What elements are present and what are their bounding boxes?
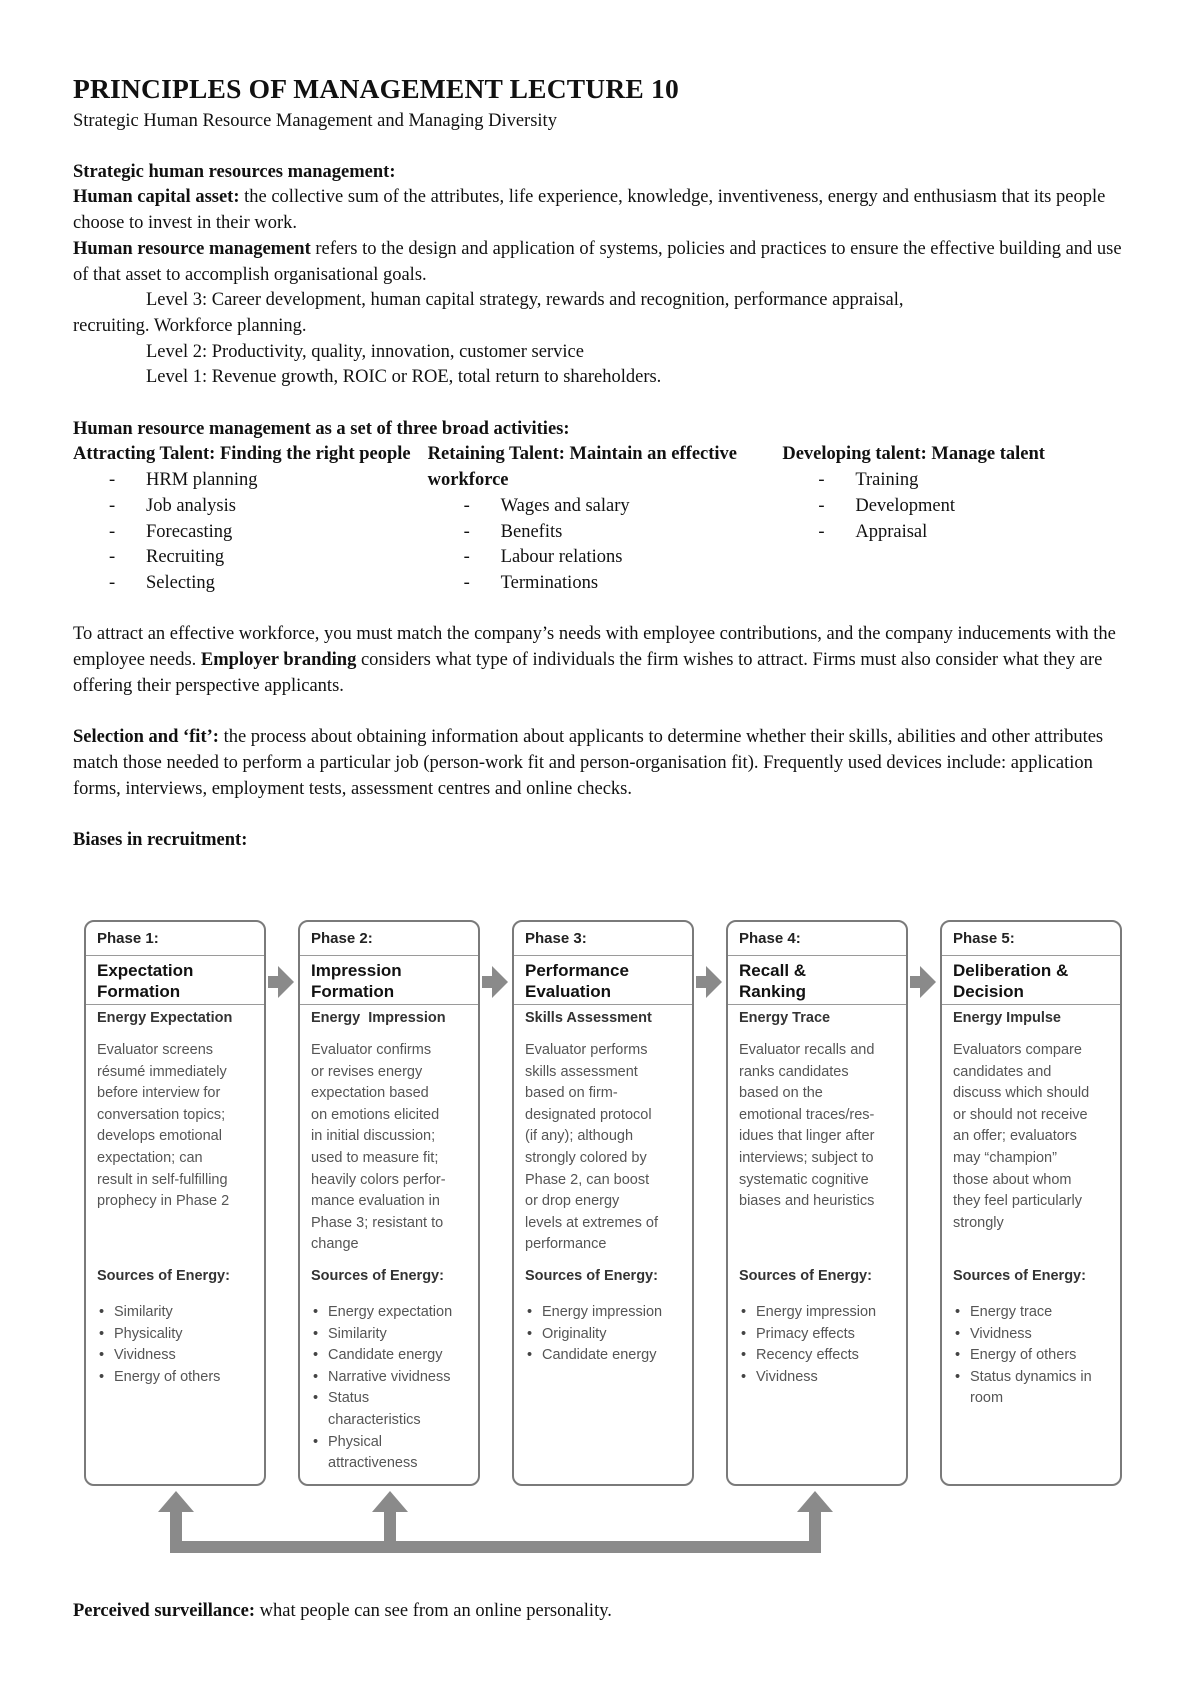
feedback-loop [158, 1491, 833, 1553]
human-capital-asset-definition [73, 185, 1137, 236]
feedback-head-2 [372, 1491, 408, 1512]
arrow-shaft-3-4 [696, 976, 706, 988]
phase-name-line: Formation [311, 982, 395, 1001]
desc-line: Phase 2, can boost [525, 1171, 650, 1188]
source-item: • Vividness [97, 1345, 262, 1367]
desc-line: mance evaluation in [311, 1193, 440, 1210]
phase-description [311, 1040, 476, 1256]
source-item: • Originality [525, 1324, 690, 1346]
level-1-line: Level 1: Revenue growth, ROIC or ROE, total return to shareholders. [146, 367, 662, 388]
desc-line: Evaluator confirms [311, 1042, 432, 1058]
desc-line: an offer; evaluators [953, 1128, 1077, 1145]
phase-box-2 [298, 920, 480, 1486]
phase-name [525, 960, 690, 1002]
selection-paragraph [73, 725, 1137, 802]
desc-line: on emotions elicited [311, 1106, 440, 1123]
source-item: • Similarity [311, 1324, 476, 1346]
desc-line: result in self-fulfilling [97, 1171, 228, 1188]
source-item: • Status dynamics in room [953, 1367, 1110, 1410]
selection-term: Selection and ‘fit’: [73, 727, 219, 748]
desc-line: performance [525, 1236, 607, 1253]
sources-list [311, 1302, 476, 1475]
desc-line: or drop energy [525, 1193, 620, 1210]
desc-line: Evaluators compare [953, 1042, 1082, 1058]
list-item: - Recruiting [73, 545, 428, 571]
phase-label: Phase 3: [525, 930, 587, 947]
arrow-shaft-1-2 [268, 976, 278, 988]
source-item: • Energy impression [525, 1302, 690, 1324]
desc-line: strongly [953, 1214, 1004, 1231]
activity-heading: Developing talent: Manage talent [782, 444, 1045, 465]
sources-list [739, 1302, 904, 1388]
phase-subheading: Energy Impulse [953, 1010, 1061, 1026]
phase-name-line: Ranking [739, 982, 807, 1001]
source-item: • Vividness [739, 1367, 904, 1389]
page-subtitle: Strategic Human Resource Management and Managing Diversity [73, 111, 557, 131]
arrow-shaft-2-3 [482, 976, 492, 988]
source-item: • Status characteristics [311, 1388, 448, 1431]
desc-line: skills assessment [525, 1063, 638, 1080]
arrow-shaft-4-5 [910, 976, 920, 988]
list-item: - Selecting [73, 571, 428, 597]
activity-column-retaining [428, 442, 783, 596]
hrm-text: refers to the design and application of systems, policies and practices to ensure the effective building and use of that asset to accomplish organisational goals. [73, 238, 1122, 285]
shrm-heading-text: Strategic human resources management: [73, 161, 396, 182]
list-item: - Appraisal [782, 520, 1137, 546]
phase-description [97, 1040, 262, 1213]
desc-line: emotional traces/res- [739, 1106, 875, 1123]
source-item: • Candidate energy [311, 1345, 476, 1367]
source-item: • Recency effects [739, 1345, 904, 1367]
phase-box-3 [512, 920, 694, 1486]
sources-label: Sources of Energy: [953, 1268, 1086, 1284]
source-item: • Energy expectation [311, 1302, 476, 1324]
desc-line: Evaluator screens [97, 1042, 214, 1058]
phase-label: Phase 1: [97, 930, 159, 947]
phase-box-1 [84, 920, 266, 1486]
list-item: - Benefits [428, 520, 783, 546]
desc-line: before interview for [97, 1085, 221, 1102]
feedback-stem-2 [384, 1512, 396, 1553]
arrow-head-4-5 [920, 966, 936, 998]
desc-line: interviews; subject to [739, 1149, 874, 1166]
desc-line: based on firm- [525, 1085, 618, 1102]
sources-label: Sources of Energy: [311, 1268, 444, 1284]
attract-paragraph [73, 622, 1137, 699]
source-item: • Similarity [97, 1302, 262, 1324]
level-2-line: Level 2: Productivity, quality, innovation, customer service [146, 341, 584, 362]
selection-text: the process about obtaining information about applicants to determine whether their skills, abilities and other attributes match those needed to perform a particular job (person-work fit and person-organisation fit). Frequently used devices include: application forms, interviews, employment tests, assessment centres and online checks. [73, 727, 1104, 799]
sources-list [97, 1302, 262, 1388]
phase-box-5 [940, 920, 1122, 1486]
desc-line: idues that linger after [739, 1128, 875, 1145]
activity-column-attracting [73, 442, 428, 596]
phase-name [311, 960, 476, 1002]
phase-subheading: Energy Expectation [97, 1010, 233, 1026]
desc-line: prophecy in Phase 2 [97, 1193, 230, 1210]
page-title: PRINCIPLES OF MANAGEMENT LECTURE 10 [73, 73, 679, 104]
phase-label: Phase 5: [953, 930, 1015, 947]
desc-line: strongly colored by [525, 1149, 647, 1166]
feedback-stem-4 [809, 1512, 821, 1553]
biases-heading [73, 828, 1137, 854]
desc-line: Evaluator performs [525, 1042, 648, 1058]
arrow-head-1-2 [278, 966, 294, 998]
source-item: • Energy of others [97, 1367, 262, 1389]
list-item: - Job analysis [73, 494, 428, 520]
desc-line: discuss which should [953, 1085, 1090, 1102]
activity-list [428, 494, 783, 597]
sources-label: Sources of Energy: [739, 1268, 872, 1284]
list-item: - HRM planning [73, 468, 428, 494]
activity-heading: Attracting Talent: Finding the right people [73, 444, 411, 465]
phase-name-line: Evaluation [525, 982, 611, 1001]
list-item: - Labour relations [428, 545, 783, 571]
phase-name-line: Expectation [97, 961, 194, 980]
desc-line: those about whom [953, 1171, 1072, 1188]
arrow-head-3-4 [706, 966, 722, 998]
phase-name-line: Formation [97, 982, 181, 1001]
activity-list [73, 468, 428, 597]
phase-name-line: Performance [525, 961, 629, 980]
source-item: • Primacy effects [739, 1324, 904, 1346]
sources-label: Sources of Energy: [525, 1268, 658, 1284]
desc-line: ranks candidates [739, 1063, 849, 1080]
phase-name-line: Impression [311, 961, 402, 980]
desc-line: may “champion” [953, 1149, 1057, 1166]
activities-heading [73, 417, 1137, 443]
phase-label: Phase 2: [311, 930, 373, 947]
desc-line: candidates and [953, 1063, 1052, 1080]
feedback-bar [170, 1541, 821, 1553]
desc-line: they feel particularly [953, 1193, 1082, 1210]
list-item: - Wages and salary [428, 494, 783, 520]
phase-description [953, 1040, 1118, 1234]
activity-list [782, 468, 1137, 545]
desc-line: or revises energy [311, 1063, 423, 1080]
desc-line: Evaluator recalls and [739, 1042, 875, 1058]
activities-columns [73, 442, 1137, 596]
feedback-stem-1 [170, 1512, 182, 1553]
list-item: - Terminations [428, 571, 783, 597]
source-item: • Energy impression [739, 1302, 904, 1324]
phase-name-line: Recall & [739, 961, 807, 980]
desc-line: based on the [739, 1085, 823, 1102]
phase-name-line: Decision [953, 982, 1024, 1001]
desc-line: or should not receive [953, 1106, 1088, 1123]
sources-list [525, 1302, 690, 1367]
employer-branding-term: Employer branding [200, 650, 357, 671]
phase-subheading: Energy Impression [311, 1010, 446, 1026]
hrm-term: Human resource management [73, 238, 311, 259]
surveillance-text: what people can see from an online personality. [255, 1601, 612, 1621]
level-3-line-a: Level 3: Career development, human capital strategy, rewards and recognition, performance appraisal, [146, 290, 904, 311]
phase-name [739, 960, 904, 1002]
phase-name [953, 960, 1118, 1002]
sources-list [953, 1302, 1118, 1410]
desc-line: designated protocol [525, 1106, 652, 1123]
phase-box-4 [726, 920, 908, 1486]
desc-line: heavily colors perfor- [311, 1171, 446, 1188]
source-item: • Candidate energy [525, 1345, 690, 1367]
source-item: • Vividness [953, 1324, 1118, 1346]
surveillance-term: Perceived surveillance: [73, 1601, 256, 1621]
phase-subheading: Energy Trace [739, 1010, 831, 1026]
desc-line: change [311, 1236, 359, 1253]
source-item: • Narrative vividness [311, 1367, 476, 1389]
recruitment-bias-diagram [84, 920, 1124, 1556]
phase-label: Phase 4: [739, 930, 801, 947]
shrm-heading [73, 160, 1137, 186]
arrow-head-2-3 [492, 966, 508, 998]
desc-line: expectation based [311, 1085, 429, 1102]
feedback-head-4 [797, 1491, 833, 1512]
document-content [73, 70, 1137, 854]
hca-term: Human capital asset: [73, 187, 240, 208]
desc-line: (if any); although [525, 1128, 634, 1145]
phase-name-line: Deliberation & [953, 961, 1069, 980]
phase-description [525, 1040, 690, 1256]
desc-line: biases and heuristics [739, 1193, 875, 1210]
desc-line: used to measure fit; [311, 1149, 439, 1166]
feedback-head-1 [158, 1491, 194, 1512]
sources-label: Sources of Energy: [97, 1268, 230, 1284]
phase-subheading: Skills Assessment [525, 1010, 652, 1026]
desc-line: in initial discussion; [311, 1128, 436, 1145]
source-item: • Energy of others [953, 1345, 1118, 1367]
activity-heading: Retaining Talent: Maintain an effective workforce [427, 444, 738, 491]
list-item: - Training [782, 468, 1137, 494]
hca-text: the collective sum of the attributes, life experience, knowledge, inventiveness, energy and enthusiasm that its people choose to invest in their work. [73, 187, 1106, 234]
source-item: • Physicality [97, 1324, 262, 1346]
activity-column-developing [782, 442, 1137, 596]
source-item: • Physical attractiveness [311, 1432, 448, 1475]
desc-line: develops emotional [97, 1128, 222, 1145]
hrm-definition [73, 237, 1137, 288]
phase-name [97, 960, 262, 1002]
source-item: • Energy trace [953, 1302, 1118, 1324]
biases-heading-text: Biases in recruitment: [73, 829, 248, 850]
desc-line: Phase 3; resistant to [311, 1214, 444, 1231]
activities-heading-text: Human resource management as a set of three broad activities: [73, 418, 570, 439]
desc-line: conversation topics; [97, 1106, 226, 1123]
level-3-line-b: recruiting. Workforce planning. [73, 315, 307, 336]
attract-text-1: To attract an effective workforce, you must match the company’s needs with employee contributions, and the company inducements with the employee needs. [73, 624, 1116, 671]
desc-line: résumé immediately [97, 1063, 227, 1080]
attract-text-2: considers what type of individuals the firm wishes to attract. Firms must also consider what they are offering their perspective applicants. [73, 650, 1103, 696]
list-item: - Development [782, 494, 1137, 520]
desc-line: systematic cognitive [739, 1171, 869, 1188]
phase-description [739, 1040, 904, 1213]
desc-line: levels at extremes of [525, 1214, 658, 1231]
desc-line: expectation; can [97, 1149, 203, 1166]
surveillance-paragraph [73, 1599, 1137, 1625]
list-item: - Forecasting [73, 520, 428, 546]
